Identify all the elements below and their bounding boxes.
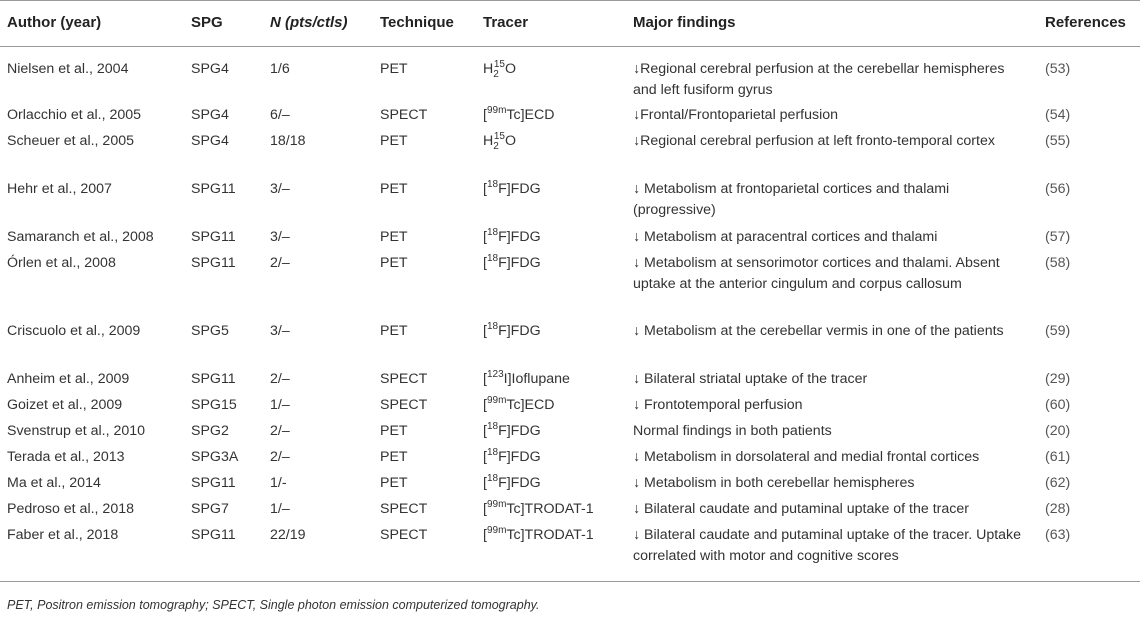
cell-tracer: [483, 253, 541, 274]
tracer-superscript: 123: [486, 369, 504, 380]
tracer-prefix: [: [483, 397, 487, 413]
tracer-suffix: O: [504, 133, 516, 149]
cell-spg: SPG7: [191, 501, 229, 517]
cell-reference: (61): [1045, 449, 1071, 465]
cell-tracer: [483, 321, 541, 342]
tracer-superscript: 15: [493, 59, 505, 70]
cell-author: Samaranch et al., 2008: [7, 229, 154, 245]
cell-n: 1/-: [270, 475, 287, 491]
tracer-prefix: [: [483, 181, 487, 197]
tracer-suffix: F]FDG: [498, 229, 541, 245]
cell-author: Hehr et al., 2007: [7, 181, 112, 197]
cell-n: 1/6: [270, 61, 290, 77]
tracer-suffix: Tc]ECD: [506, 397, 555, 413]
cell-findings: ↓ Metabolism at sensorimotor cortices and thalami. Absent uptake at the anterior cingulum and corpus callosum: [633, 255, 1000, 292]
cell-tracer: [483, 447, 541, 468]
cell-spg: SPG11: [191, 229, 236, 245]
cell-technique: SPECT: [380, 501, 428, 517]
tracer-prefix: [: [483, 229, 487, 245]
header-tracer: Tracer: [483, 14, 529, 31]
cell-n: 3/–: [270, 323, 290, 339]
cell-reference: (62): [1045, 475, 1071, 491]
cell-n: 1/–: [270, 501, 290, 517]
header-spg: SPG: [191, 14, 223, 31]
cell-technique: PET: [380, 475, 408, 491]
header-n: [270, 14, 348, 31]
cell-reference: (55): [1045, 133, 1071, 149]
cell-technique: PET: [380, 423, 408, 439]
cell-spg: SPG4: [191, 133, 229, 149]
table-footnote: PET, Positron emission tomography; SPECT, Single photon emission computerized tomography.: [7, 598, 540, 612]
cell-spg: SPG3A: [191, 449, 239, 465]
tracer-suffix: Tc]ECD: [506, 107, 555, 123]
cell-reference: (58): [1045, 255, 1071, 271]
cell-tracer: [483, 525, 594, 546]
cell-tracer: [483, 421, 541, 442]
tracer-prefix: [: [483, 423, 487, 439]
cell-author: Scheuer et al., 2005: [7, 133, 134, 149]
cell-technique: SPECT: [380, 397, 428, 413]
cell-tracer: [483, 59, 516, 80]
cell-spg: SPG11: [191, 475, 236, 491]
tracer-prefix: [: [483, 371, 487, 387]
cell-tracer: [483, 105, 555, 126]
tracer-subscript: 2: [493, 69, 499, 80]
header-findings: Major findings: [633, 14, 736, 31]
tracer-suffix: F]FDG: [498, 181, 541, 197]
tracer-superscript: 99m: [486, 105, 507, 116]
tracer-suffix: F]FDG: [498, 475, 541, 491]
cell-reference: (29): [1045, 371, 1071, 387]
tracer-superscript: 18: [486, 473, 499, 484]
cell-technique: SPECT: [380, 527, 428, 543]
cell-n: 2/–: [270, 449, 290, 465]
cell-technique: SPECT: [380, 371, 428, 387]
tracer-suffix: O: [504, 61, 516, 77]
cell-findings: ↓ Bilateral caudate and putaminal uptake of the tracer. Uptake correlated with motor and cognitive scores: [633, 527, 1022, 564]
cell-findings: ↓ Metabolism at paracentral cortices and thalami: [633, 229, 938, 245]
table-top-rule: [0, 0, 1140, 1]
cell-technique: PET: [380, 255, 408, 271]
tracer-prefix: H: [483, 133, 494, 149]
cell-spg: SPG11: [191, 181, 236, 197]
cell-author: Svenstrup et al., 2010: [7, 423, 146, 439]
table-bottom-rule: [0, 581, 1140, 582]
cell-spg: SPG11: [191, 527, 236, 543]
cell-findings: ↓ Metabolism at the cerebellar vermis in one of the patients: [633, 323, 1004, 339]
tracer-prefix: [: [483, 255, 487, 271]
cell-n: 18/18: [270, 133, 306, 149]
cell-author: Órlen et al., 2008: [7, 255, 116, 271]
cell-spg: SPG11: [191, 255, 236, 271]
cell-n: 6/–: [270, 107, 290, 123]
cell-findings: Normal findings in both patients: [633, 423, 832, 439]
cell-spg: SPG11: [191, 371, 236, 387]
cell-spg: SPG5: [191, 323, 229, 339]
tracer-superscript: 99m: [486, 395, 507, 406]
cell-n: 2/–: [270, 423, 290, 439]
cell-spg: SPG15: [191, 397, 237, 413]
header-n-suffix: (pts/ctls): [285, 14, 348, 31]
cell-technique: PET: [380, 229, 408, 245]
cell-reference: (20): [1045, 423, 1071, 439]
cell-technique: PET: [380, 61, 408, 77]
tracer-superscript: 99m: [486, 499, 507, 510]
cell-author: Terada et al., 2013: [7, 449, 125, 465]
tracer-superscript: 15: [493, 131, 505, 142]
cell-reference: (56): [1045, 181, 1071, 197]
cell-findings: ↓ Bilateral striatal uptake of the tracer: [633, 371, 868, 387]
tracer-prefix: [: [483, 527, 487, 543]
cell-findings: ↓ Bilateral caudate and putaminal uptake of the tracer: [633, 501, 969, 517]
cell-findings: ↓ Metabolism in dorsolateral and medial frontal cortices: [633, 449, 980, 465]
cell-technique: PET: [380, 181, 408, 197]
tracer-prefix: [: [483, 449, 487, 465]
cell-author: Faber et al., 2018: [7, 527, 119, 543]
tracer-prefix: [: [483, 475, 487, 491]
cell-author: Ma et al., 2014: [7, 475, 101, 491]
tracer-superscript: 99m: [486, 525, 507, 536]
tracer-prefix: [: [483, 107, 487, 123]
cell-tracer: [483, 131, 516, 152]
tracer-superscript: 18: [486, 321, 499, 332]
cell-findings: ↓ Metabolism at frontoparietal cortices and thalami (progressive): [633, 181, 950, 218]
cell-reference: (54): [1045, 107, 1071, 123]
tracer-suffix: F]FDG: [498, 449, 541, 465]
tracer-suffix: F]FDG: [498, 255, 541, 271]
tracer-superscript: 18: [486, 447, 499, 458]
tracer-superscript: 18: [486, 227, 499, 238]
tracer-suffix: I]Ioflupane: [503, 371, 570, 387]
cell-tracer: [483, 369, 570, 390]
cell-tracer: [483, 499, 594, 520]
cell-spg: SPG4: [191, 107, 229, 123]
cell-tracer: [483, 473, 541, 494]
tracer-suffix: F]FDG: [498, 423, 541, 439]
tracer-superscript: 18: [486, 253, 499, 264]
cell-findings: ↓Regional cerebral perfusion at left fronto-temporal cortex: [633, 133, 995, 149]
cell-author: Pedroso et al., 2018: [7, 501, 134, 517]
tracer-prefix: H: [483, 61, 494, 77]
cell-reference: (53): [1045, 61, 1071, 77]
tracer-suffix: F]FDG: [498, 323, 541, 339]
tracer-suffix: Tc]TRODAT-1: [506, 527, 594, 543]
cell-n: 2/–: [270, 255, 290, 271]
tracer-superscript: 18: [486, 179, 499, 190]
cell-author: Nielsen et al., 2004: [7, 61, 129, 77]
header-references: References: [1045, 14, 1126, 31]
cell-tracer: [483, 179, 541, 200]
tracer-subscript: 2: [493, 141, 499, 152]
cell-n: 22/19: [270, 527, 306, 543]
cell-findings: ↓Frontal/Frontoparietal perfusion: [633, 107, 839, 123]
cell-spg: SPG4: [191, 61, 229, 77]
cell-tracer: [483, 395, 555, 416]
cell-findings: ↓Regional cerebral perfusion at the cerebellar hemispheres and left fusiform gyrus: [633, 61, 1005, 98]
cell-technique: PET: [380, 133, 408, 149]
header-rule: [0, 46, 1140, 47]
cell-author: Goizet et al., 2009: [7, 397, 123, 413]
cell-spg: SPG2: [191, 423, 229, 439]
cell-n: 3/–: [270, 181, 290, 197]
tracer-prefix: [: [483, 323, 487, 339]
cell-technique: SPECT: [380, 107, 428, 123]
cell-author: Orlacchio et al., 2005: [7, 107, 142, 123]
cell-reference: (57): [1045, 229, 1071, 245]
cell-n: 2/–: [270, 371, 290, 387]
tracer-suffix: Tc]TRODAT-1: [506, 501, 594, 517]
cell-technique: PET: [380, 449, 408, 465]
cell-technique: PET: [380, 323, 408, 339]
cell-findings: ↓ Metabolism in both cerebellar hemispheres: [633, 475, 915, 491]
header-technique: Technique: [380, 14, 454, 31]
header-n-letter: N: [270, 14, 281, 31]
cell-n: 3/–: [270, 229, 290, 245]
cell-reference: (63): [1045, 527, 1071, 543]
cell-reference: (59): [1045, 323, 1071, 339]
cell-author: Criscuolo et al., 2009: [7, 323, 141, 339]
tracer-superscript: 18: [486, 421, 499, 432]
header-author: Author (year): [7, 14, 102, 31]
tracer-prefix: [: [483, 501, 487, 517]
cell-tracer: [483, 227, 541, 248]
cell-author: Anheim et al., 2009: [7, 371, 130, 387]
cell-n: 1/–: [270, 397, 290, 413]
cell-reference: (28): [1045, 501, 1071, 517]
cell-findings: ↓ Frontotemporal perfusion: [633, 397, 803, 413]
cell-reference: (60): [1045, 397, 1071, 413]
